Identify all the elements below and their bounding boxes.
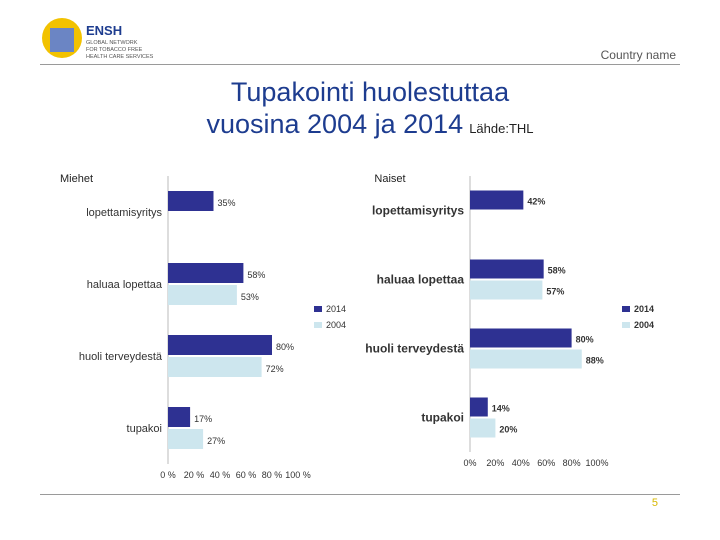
page-number: 5 <box>651 497 658 509</box>
naiset-data-label-2014: 80% <box>575 334 594 345</box>
miehet-bar-2004 <box>168 285 237 305</box>
naiset-x-tick-label: 100% <box>585 458 609 468</box>
naiset-bar-2004 <box>470 350 582 369</box>
naiset-data-label-2004: 88% <box>585 355 604 366</box>
naiset-x-tick-label: 80% <box>562 458 581 468</box>
naiset-x-tick-label: 60% <box>537 458 556 468</box>
naiset-legend-label-2014: 2014 <box>634 304 655 314</box>
naiset-x-tick-label: 20% <box>486 458 505 468</box>
naiset-category-label: lopettamisyritys <box>371 203 464 218</box>
naiset-data-label-2004: 57% <box>546 286 565 297</box>
logo-subtext-3: HEALTH CARE SERVICES <box>86 54 154 60</box>
naiset-category-label: haluaa lopettaa <box>376 272 464 287</box>
chart-miehet <box>0 160 360 480</box>
miehet-bar-2004 <box>168 429 203 449</box>
naiset-data-label-2014: 58% <box>547 265 566 276</box>
naiset-data-label-2014: 14% <box>491 403 510 414</box>
naiset-bar-2014 <box>470 260 544 279</box>
logo-subtext-2: FOR TOBACCO FREE <box>86 47 143 53</box>
miehet-legend-label-2014: 2014 <box>326 304 347 314</box>
naiset-bar-2014 <box>470 398 488 417</box>
miehet-x-tick-label: 100 % <box>285 470 311 480</box>
logo-text: ENSH <box>86 23 123 38</box>
slide-title <box>150 76 590 145</box>
miehet-data-label-2004: 72% <box>265 364 284 374</box>
naiset-data-label-2004: 20% <box>499 424 518 435</box>
logo-square-icon <box>50 28 74 52</box>
naiset-data-label-2014: 42% <box>527 196 546 207</box>
miehet-x-tick-label: 60 % <box>235 470 257 480</box>
miehet-bar-2014 <box>168 407 190 427</box>
country-name: Country name <box>600 48 676 62</box>
naiset-chart-title: Naiset <box>374 173 406 185</box>
naiset-legend-label-2004: 2004 <box>634 320 655 330</box>
naiset-x-tick-label: 40% <box>511 458 530 468</box>
miehet-x-tick-label: 80 % <box>261 470 283 480</box>
miehet-bar-2004 <box>168 357 262 377</box>
logo-subtext-1: GLOBAL NETWORK <box>86 40 138 46</box>
miehet-legend-label-2004: 2004 <box>326 320 347 330</box>
naiset-legend-swatch-2004 <box>622 322 630 328</box>
header-divider <box>40 64 680 65</box>
naiset-category-label: huoli terveydestä <box>365 341 464 356</box>
miehet-data-label-2014: 58% <box>247 270 266 280</box>
chart-naiset <box>352 170 692 480</box>
naiset-category-label: tupakoi <box>421 410 464 425</box>
title-line-1: Tupakointi huolestuttaa <box>230 77 510 107</box>
miehet-bar-2014 <box>168 335 272 355</box>
miehet-category-label: haluaa lopettaa <box>86 279 162 291</box>
miehet-category-label: tupakoi <box>126 423 162 435</box>
ensh-logo <box>40 14 200 64</box>
naiset-bar-2004 <box>470 419 495 438</box>
miehet-data-label-2014: 35% <box>217 198 236 208</box>
naiset-legend-swatch-2014 <box>622 306 630 312</box>
miehet-legend-swatch-2004 <box>314 322 322 328</box>
miehet-data-label-2014: 80% <box>276 342 295 352</box>
miehet-data-label-2004: 27% <box>207 436 226 446</box>
miehet-x-tick-label: 40 % <box>209 470 231 480</box>
miehet-x-tick-label: 0 % <box>160 470 176 480</box>
miehet-bar-2014 <box>168 263 243 283</box>
naiset-bar-2004 <box>470 281 542 300</box>
source-label: Lähde:THL <box>469 121 534 136</box>
miehet-data-label-2014: 17% <box>194 414 213 424</box>
title-line-2 <box>150 108 590 145</box>
miehet-legend-swatch-2014 <box>314 306 322 312</box>
miehet-chart-title: Miehet <box>60 173 94 185</box>
miehet-x-tick-label: 20 % <box>183 470 205 480</box>
naiset-bar-2014 <box>470 191 523 210</box>
naiset-x-tick-label: 0% <box>463 458 477 468</box>
footer-divider <box>40 494 680 495</box>
miehet-data-label-2004: 53% <box>240 292 259 302</box>
miehet-category-label: huoli terveydestä <box>78 351 162 363</box>
miehet-category-label: lopettamisyritys <box>86 207 162 219</box>
miehet-bar-2014 <box>168 191 214 211</box>
title-line-2-text: vuosina 2004 ja 2014 <box>206 109 464 139</box>
naiset-bar-2014 <box>470 329 572 348</box>
